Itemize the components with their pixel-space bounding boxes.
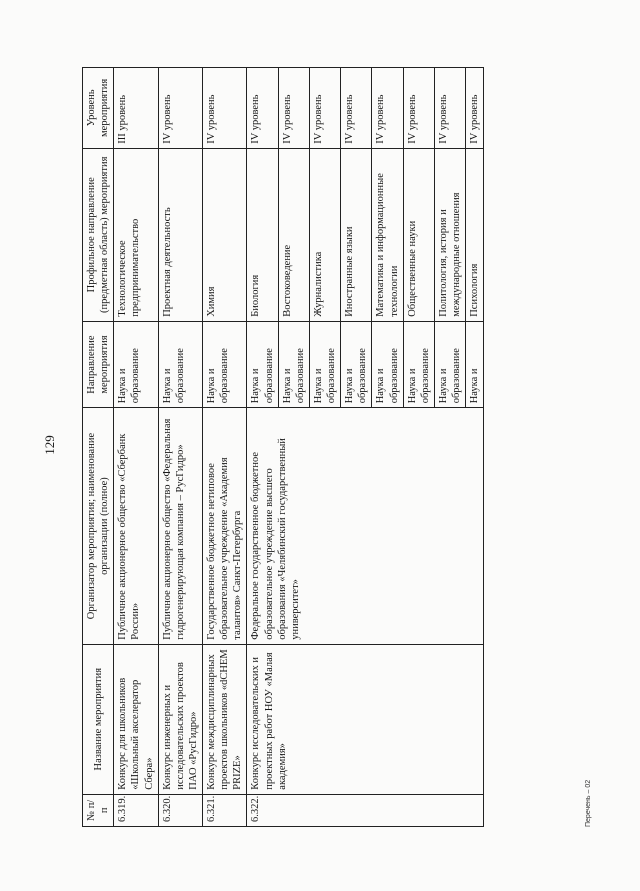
table-row [203, 68, 247, 827]
header-event-name: Название мероприятия [83, 644, 114, 794]
profile: Психология [466, 148, 484, 321]
table-row [114, 68, 158, 827]
events-table [82, 67, 484, 827]
profile: Технологическое предпринимательство [114, 148, 158, 321]
row-number: 6.321. [203, 794, 247, 826]
direction: Наука и [466, 321, 484, 408]
header-profile: Профильное направление (предметная область) мероприятия [83, 148, 114, 321]
profile: Химия [203, 148, 247, 321]
level: IV уровень [403, 68, 434, 149]
organizer: Публичное акционерное общество «Федеральная гидрогенерирующая компания – РусГидро» [158, 408, 202, 644]
level: IV уровень [466, 68, 484, 149]
header-organizer: Организатор мероприятия; наименование организации (полное) [83, 408, 114, 644]
organizer: Государственное бюджетное нетиповое образовательное учреждение «Академия талантов» Санкт-Петербурга [203, 408, 247, 644]
profile: Политология, история и международные отношения [434, 148, 465, 321]
event-name: Конкурс инженерных и исследовательских проектов ПАО «РусГидро» [158, 644, 202, 794]
direction: Наука и образование [278, 321, 309, 408]
profile: Проектная деятельность [158, 148, 202, 321]
level: IV уровень [278, 68, 309, 149]
direction: Наука и образование [403, 321, 434, 408]
page-number: 129 [42, 435, 57, 455]
row-number: 6.319. [114, 794, 158, 826]
table-row [247, 68, 278, 827]
header-level: Уровень мероприятия [83, 68, 114, 149]
header-number: № п/п [83, 794, 114, 826]
direction: Наука и образование [309, 321, 340, 408]
direction: Наука и образование [203, 321, 247, 408]
rotated-content [40, 35, 600, 855]
table-row [158, 68, 202, 827]
level: IV уровень [372, 68, 403, 149]
level: IV уровень [434, 68, 465, 149]
level: IV уровень [309, 68, 340, 149]
organizer: Публичное акционерное общество «Сбербанк России» [114, 408, 158, 644]
profile: Иностранные языки [341, 148, 372, 321]
direction: Наука и образование [372, 321, 403, 408]
direction: Наука и образование [158, 321, 202, 408]
level: IV уровень [203, 68, 247, 149]
direction: Наука и образование [247, 321, 278, 408]
level: IV уровень [341, 68, 372, 149]
level: IV уровень [158, 68, 202, 149]
footer-note: Перечень – 02 [585, 779, 592, 827]
profile: Математика и информационные технологии [372, 148, 403, 321]
profile: Общественные науки [403, 148, 434, 321]
header-direction: Направление мероприятия [83, 321, 114, 408]
event-name: Конкурс исследовательских и проектных работ НОУ «Малая академия» [247, 644, 484, 794]
row-number: 6.322. [247, 794, 484, 826]
profile: Биология [247, 148, 278, 321]
direction: Наука и образование [341, 321, 372, 408]
direction: Наука и образование [114, 321, 158, 408]
event-name: Конкурс междисциплинарных проектов школьников «dCHEM PRIZE» [203, 644, 247, 794]
organizer: Федеральное государственное бюджетное образовательное учреждение высшего образования «Челябинский государственный университет» [247, 408, 484, 644]
direction: Наука и образование [434, 321, 465, 408]
event-name: Конкурс для школьников «Школьный акселератор Сбера» [114, 644, 158, 794]
level: IV уровень [247, 68, 278, 149]
row-number: 6.320. [158, 794, 202, 826]
profile: Журналистика [309, 148, 340, 321]
level: III уровень [114, 68, 158, 149]
table-header-row [83, 68, 114, 827]
profile: Востоковедение [278, 148, 309, 321]
